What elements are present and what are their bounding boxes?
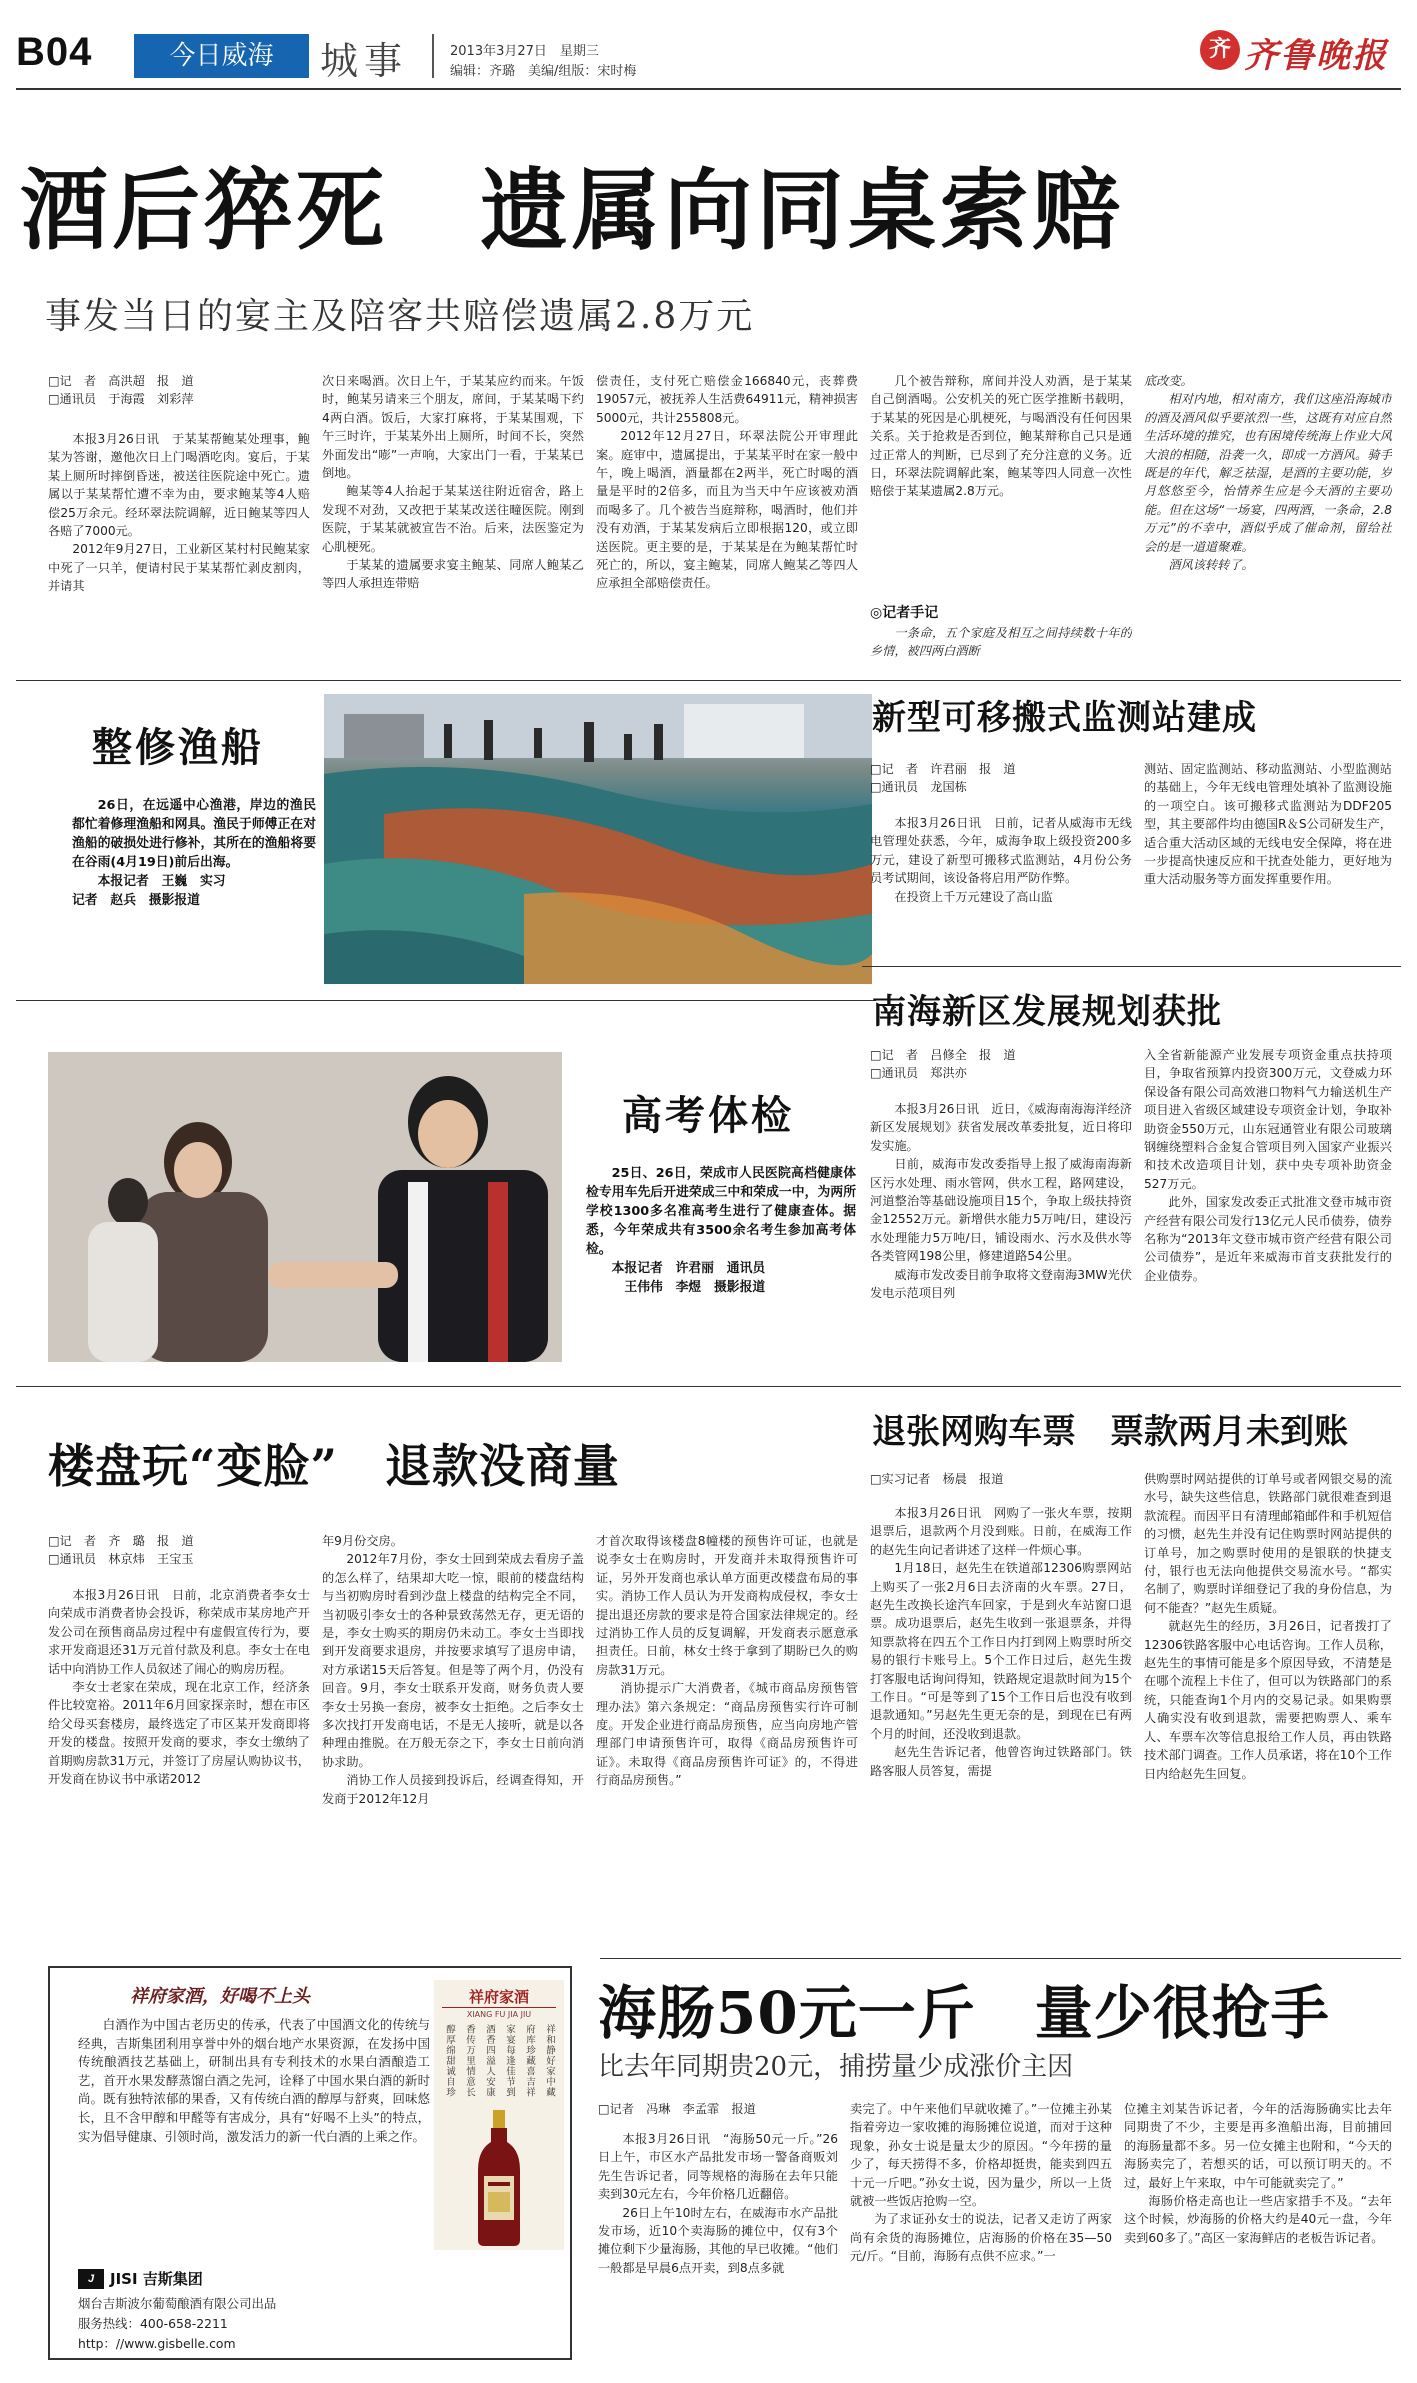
newspaper-name: 齐鲁晚报 [1244,36,1388,76]
article-1-col-4: 几个被告辩称，席间并没人劝酒，是于某某自己倒酒喝。公安机关的死亡医学推断书载明，于某某的死因是心肌梗死，与喝酒没有任何因果关系。关于抢救是否到位，鲍某辩称自己只是通过正常人的判断，已尽到了充分注意的义务。近日，环翠法院调解此案，鲍某等四人同意一次性赔偿于某某遗属2.8万元。 [870,374,1132,499]
reporter-note-col-2: 底改变。 相对内地，相对南方，我们这座沿海城市的酒及酒风似乎要浓烈一些，这既有对应自然生活环境的推究，也有困境传统海上作业大风大浪的相随，沿袭一久，即成一方酒风。骑手既是的年代，解乏祛湿，是酒的主要功能，岁月悠悠至今，怡情养生应是今天酒的主要功能。但在这场“一场宴，四两酒，一条命，2.8万元”的不幸中，酒似乎成了催命剂，留给社会的是一道道聚难。 酒风该转转了。 [1144,374,1392,573]
article-2-col-2: 测站、固定监测站、移动监测站、小型监测站的基础上，今年无线电管理处填补了监测设施的一项空白。该可搬移式监测站为DDF205型，其主要部件均由德国R＆S公司研发生产，适合重大活动区域的无线电安全保障，将在进一步提高快速反应和干扰查处能力，更好地为重大活动服务等方面发挥重要作用。 [1144,762,1392,887]
issue-date: 2013年3月27日 星期三 [450,44,599,59]
article-5-col-2: 供购票时网站提供的订单号或者网银交易的流水号，缺失这些信息，铁路部门就很难查到退款流程。而因平日有清理邮箱邮件和手机短信的习惯，赵先生并没有记住购票时网站提供的订单号，加之购票时使用的是银联的快捷支付，银行也无法向他提供交易流水号。“都实名制了，购票时详细登记了我的身份信息，为何不能查？”赵先生质疑。 就赵先生的经历，3月26日，记者拨打了12306铁路客服中心电话咨询。工作人员称，赵先生的事情可能是多个原因导致，不清楚是在哪个流程上卡住了，但可以为铁路部门的系统，只能查询1个月内的交易记录。如果购票人确实没有收到退款，需要把购票人、乘车人、车票车次等信息报给工作人员，再由铁路技术部门调查。工作人员承诺，将在10个工作日内给赵先生回复。 [1144,1472,1392,1781]
editors-line: 编辑：齐璐 美编/组版：宋时梅 [450,64,637,79]
article-6-subhead: 比去年同期贵20元，捕捞量少成涨价主因 [598,2052,1074,2082]
liquor-advertisement [48,1966,572,2360]
article-1-headline: 酒后猝死 遗属向同桌索赔 [20,158,1125,262]
newspaper-logo-icon: 齐 [1200,30,1240,70]
reporter-note-col-1: 一条命，五个家庭及相互之间持续数十年的乡情，被四两白酒断 [870,626,1132,659]
article-1-subhead: 事发当日的宴主及陪客共赔偿遗属2.8万元 [45,296,755,337]
article-4-col-3: 才首次取得该楼盘8幢楼的预售许可证，也就是说李女士在购房时，开发商并未取得预售许可证，另外开发商也承认单方面更改楼盘布局的事实。消协工作人员认为开发商构成侵权，李女士提出退还房款的要求是符合国家法律规定的。经过消协工作人员的反复调解，开发商表示愿意承担责任。日前，林女士终于拿到了期盼已久的购房款31万元。 消协提示广大消费者，《城市商品房预售管理办法》第六条规定：“商品房预售实行许可制度。开发企业进行商品房预售，应当向房地产管理部门申请预售许可，取得《商品房预售许可证》。未取得《商品房预售许可证》的，不得进行商品房预售。” [596,1534,858,1788]
article-5-headline: 退张网购车票 票款两月未到账 [872,1412,1348,1452]
article-4-byline: □记 者 齐 璐 报 道 □通讯员 林京炜 王宝玉 [48,1534,194,1567]
fishing-nets-photo [324,694,872,984]
jisi-logo-icon: J [78,2269,104,2289]
article-6-byline: □记者 冯琳 李孟霏 报道 [598,2102,756,2116]
article-4-headline: 楼盘玩“变脸” 退款没商量 [48,1439,620,1493]
article-2-col-1: 本报3月26日讯 日前，记者从威海市无线电管理处获悉，今年，威海争取上级投资200多万元，建设了新型可搬移式监测站，4月份公务员考试期间，该设备将启用严防作弊。 在投资上千万元建设了高山监 [870,816,1132,904]
article-4-col-1: 本报3月26日讯 日前，北京消费者李女士向荣成市消费者协会投诉，称荣成市某房地产开发公司在预售商品房过程中有虚假宣传行为，要求开发商退还31万元首付款及利息。李女士在电话中向消协工作人员叙述了闹心的购房历程。 李女士老家在荣成，现在北京工作，经济条件比较宽裕。2011年6月回家探亲时，想在市区给父母买套楼房，最终选定了市区某开发商即将开发的楼盘。按照开发商的要求，李女士缴纳了首期购房款31万元，并签订了房屋认购协议书，开发商在协议书中承诺2012 [48,1588,310,1787]
photo-1-title: 整修渔船 [92,724,264,771]
article-6-col-2: 卖完了。中午来他们早就收摊了。”一位摊主孙某指着旁边一家收摊的海肠摊位说道，而对于这种现象，孙女士说是量太少的原因。“今年捞的量少了，每天捞得不多，价格却挺贵，能卖到四五十元一斤吧。”孙女士说，因为量少，所以一上货就被一些饭店抢购一空。 为了求证孙女士的说法，记者又走访了两家尚有余货的海肠摊位，店海肠的价格在35—50元/斤。“目前，海肠有点供不应求。”一 [850,2102,1112,2264]
article-3-col-2: 入全省新能源产业发展专项资金重点扶持项目，争取省预算内投资300万元，文登威力环保设备有限公司高效港口物料气力输送机生产项目进入省级区域建设专项资金计划，争取补助资金550万元，山东冠通管业有限公司玻璃钢缠绕塑料合金复合管项目列入国家产业振兴和技术改造项目计划，获中央专项补助资金527万元。 此外，国家发改委正式批准文登市城市资产经营有限公司发行13亿元人民币债券，债券名称为“2013年文登市城市资产经营有限公司公司债券”，是近年来威海市首支获批发行的企业债券。 [1144,1048,1392,1283]
brand-pinyin: XIANG FU JIA JIU [466,2010,532,2019]
ad-slogan: 祥府家酒，好喝不上头 [130,1986,310,2007]
section-tag: 今日威海 [134,34,309,78]
article-1-col-1: 本报3月26日讯 于某某帮鲍某处理事，鲍某为答谢，邀他次日上门喝酒吃肉。宴后，于某某上厕所时摔倒昏迷，被送往医院途中死亡。遗属以于某某帮忙遭不幸为由，要求鲍某等4人赔偿25万余元。经环翠法院调解，近日鲍某等四人各赔了7000元。 2012年9月27日，工业新区某村村民鲍某家中死了一只羊，便请村民于某某帮忙剥皮割肉，并请其 [48,432,310,594]
ad-phone: 服务热线：400-658-2211 [78,2316,228,2331]
article-6-headline: 海肠50元一斤 量少很抢手 [598,1979,1330,2047]
article-4-col-2: 年9月份交房。 2012年7月份，李女士回到荣成去看房子盖的怎么样了，结果却大吃一惊，眼前的楼盘结构与当初购房时看到沙盘上楼盘的结构完全不同，当初吸引李女士的各种景致荡然无存，更无语的是，李女士购买的期房仍未动工。李女士当即找到开发商要求退房，并按要求填写了退房申请，对方承诺15天后答复。但是等了两个月，仍没有回音。9月，李女士联系开发商，财务负责人要李女士另换一套房，被李女士拒绝。之后李女士多次找打开发商电话，不是无人接听，就是以各种理由推脱。在万般无奈之下，李女士日前向消协求助。 消协工作人员接到投诉后，经调查得知，开发商于2012年12月 [322,1534,584,1806]
article-3-col-1: 本报3月26日讯 近日，《威海南海海洋经济新区发展规划》获省发展改革委批复，近日将印发实施。 日前，威海市发改委指导上报了威海南海新区污水处理、雨水管网，供水工程，路网建设，河道整治等基础设施项目15个，争取上级扶持资金12552万元。新增供水能力5万吨/日，建设污水处理能力5万吨/日，铺设雨水、污水及供水等各类管网198公里，修建道路54公里。 威海市发改委目前争取将文登南海3MW光伏发电示范项目列 [870,1102,1132,1301]
photo-2-title: 高考体检 [622,1092,794,1139]
article-6-col-3: 位摊主刘某告诉记者，今年的活海肠确实比去年同期贵了不少，主要是再多渔船出海，目前捕回的海肠量都不多。另一位女摊主也附和，“今天的海肠卖完了，若想买的话，可以预订明天的。不过，最好上午来取，中午可能就卖完了。” 海肠价格走高也让一些店家措手不及。“去年这个时候，炒海肠的价格大约是40元一盘，今年卖到60多了。”高区一家海鲜店的老板告诉记者。 [1124,2102,1392,2245]
liquor-brand-panel [434,1980,564,2250]
article-1-col-3: 偿责任，支付死亡赔偿金166840元，丧葬费19057元，被抚养人生活费64911元，精神损害5000元，共计255808元。 2012年12月27日，环翠法院公开审理此案。庭审中，遗属提出，于某某平时在家一般中午，晚上喝酒，酒量都在2两半，死亡时喝的酒量是平时的2倍多，而且为当天中午应该被劝酒而喝多了。几个被告当庭辩称，喝酒时，他们并没有劝酒，于某某发病后立即根据120，或立即送医院。更主要的是，于某某是在为鲍某帮忙时死亡的，所以，宴主鲍某，同席人鲍某乙等四人应承担全部赔偿责任。 [596,374,858,591]
company-logo: J JISI 吉斯集团 [78,2268,203,2289]
reporter-note-title: ◎记者手记 [870,605,939,621]
health-check-photo [48,1052,562,1362]
ad-company: 烟台吉斯波尔葡萄酿酒有限公司出品 [78,2296,277,2311]
page-code: B04 [16,30,93,74]
ad-body: 白酒作为中国古老历史的传承，代表了中国酒文化的传统与经典，吉斯集团利用享誉中外的烟台地产水果资源，在发扬中国传统酿酒技艺基础上，研制出具有专利技术的水果白酒酿造工艺，首开水果发酵蒸馏白酒之先河，诠释了中国水果白酒的新时尚。既有独特浓郁的果香，又有传统白酒的醇厚与舒爽，回味悠长，且不含甲醇和甲醛等有害成分，具有“好喝不上头”的特点，实为倡导健康、引领时尚，激发活力的新一代白酒的上乘之作。 [78,2017,430,2144]
article-1-byline: □记 者 高洪超 报 道 □通讯员 于海霞 刘彩萍 [48,374,194,407]
section-name: 城事 [320,39,409,83]
article-1-col-2: 次日来喝酒。次日上午，于某某应约而来。午饭时，鲍某另请来三个朋友，席间，于某某喝下约4两白酒。饭后，大家打麻将，于某某围观，下午三时许，于某某外出上厕所，时间不长，突然外面发出“嘭”一声响，大家出门一看，于某某已倒地。 鲍某等4人抬起于某某送往附近宿舍，路上发现不对劲，又改把于某某改送往疃医院。刚到医院，于某某就被宣告不治。后来，法医鉴定为心肌梗死。 于某某的遗属要求宴主鲍某、同席人鲍某乙等四人承担连带赔 [322,374,584,591]
article-5-col-1: 本报3月26日讯 网购了一张火车票，按期退票后，退款两个月没到账。日前，在威海工作的赵先生向记者讲述了这样一件烦心事。 1月18日，赵先生在铁道部12306购票网站上购买了一张2月6日去济南的火车票。27日，赵先生改换长途汽车回家，于是到火车站窗口退票。成功退票后，赵先生收到一张退票条，并得知票款将在四五个工作日内打到网上购票时所交易的银行卡账号上。5个工作日过后，赵先生拨打客服电话询问得知，铁路规定退款时间为15个工作日。“可是等到了15个工作日后也没有收到退款通知。”另赵先生更无奈的是，到现在已有两个月的时间，还没收到退款。 赵先生告诉记者，他曾咨询过铁路部门。铁路客服人员答复，需提 [870,1506,1132,1778]
photo-2-caption: 25日、26日，荣成市人民医院高档健康体检专用车先后开进荣成三中和荣成一中，为两所学校1300多名准高考生进行了健康查体。据悉，今年荣成共有3500余名考生参加高考体检。 本报记者 许君丽 通讯员 王伟伟 李煜 摄影报道 [586,1166,856,1295]
ad-website-link[interactable]: http：//www.gisbelle.com [78,2336,236,2351]
article-6-col-1: 本报3月26日讯 “海肠50元一斤。”26日上午，市区水产品批发市场一警备商贩刘先生告诉记者，同等规格的海肠在去年只能卖到30元左右，今年价格几近翻倍。 26日上午10时左右，在威海市水产品批发市场，近10个卖海肠的摊位中，仅有3个摊位剩下少量海肠，其他的早已收摊。“他们一般都是早晨6点开卖，到8点多就 [598,2132,838,2275]
article-5-byline: □实习记者 杨晨 报道 [870,1472,1004,1486]
liquor-bottle-icon [474,2110,524,2246]
photo-1-caption: 26日，在远遥中心渔港，岸边的渔民都忙着修理渔船和网具。渔民于师傅正在对渔船的破损处进行修补，其所在的渔船将要在谷雨(4月19日)前后出海。 本报记者 王巍 实习 记者 赵兵 摄影报道 [72,798,316,908]
brand-name: 祥府家酒 [442,1986,556,2008]
article-3-byline: □记 者 吕修全 报 道 □通讯员 郑洪亦 [870,1048,1016,1081]
article-2-byline: □记 者 许君丽 报 道 □通讯员 龙国栋 [870,762,1016,795]
brand-poem: 祥和静好家中藏 府库珍藏喜吉祥 家宴每逢佳节到 酒香四溢人安康 香传万里情意长 醇厚绵甜诚自珍 [444,2024,555,2098]
article-2-headline: 新型可移搬式监测站建成 [872,698,1257,738]
article-3-headline: 南海新区发展规划获批 [872,992,1222,1032]
masthead [0,0,1417,96]
